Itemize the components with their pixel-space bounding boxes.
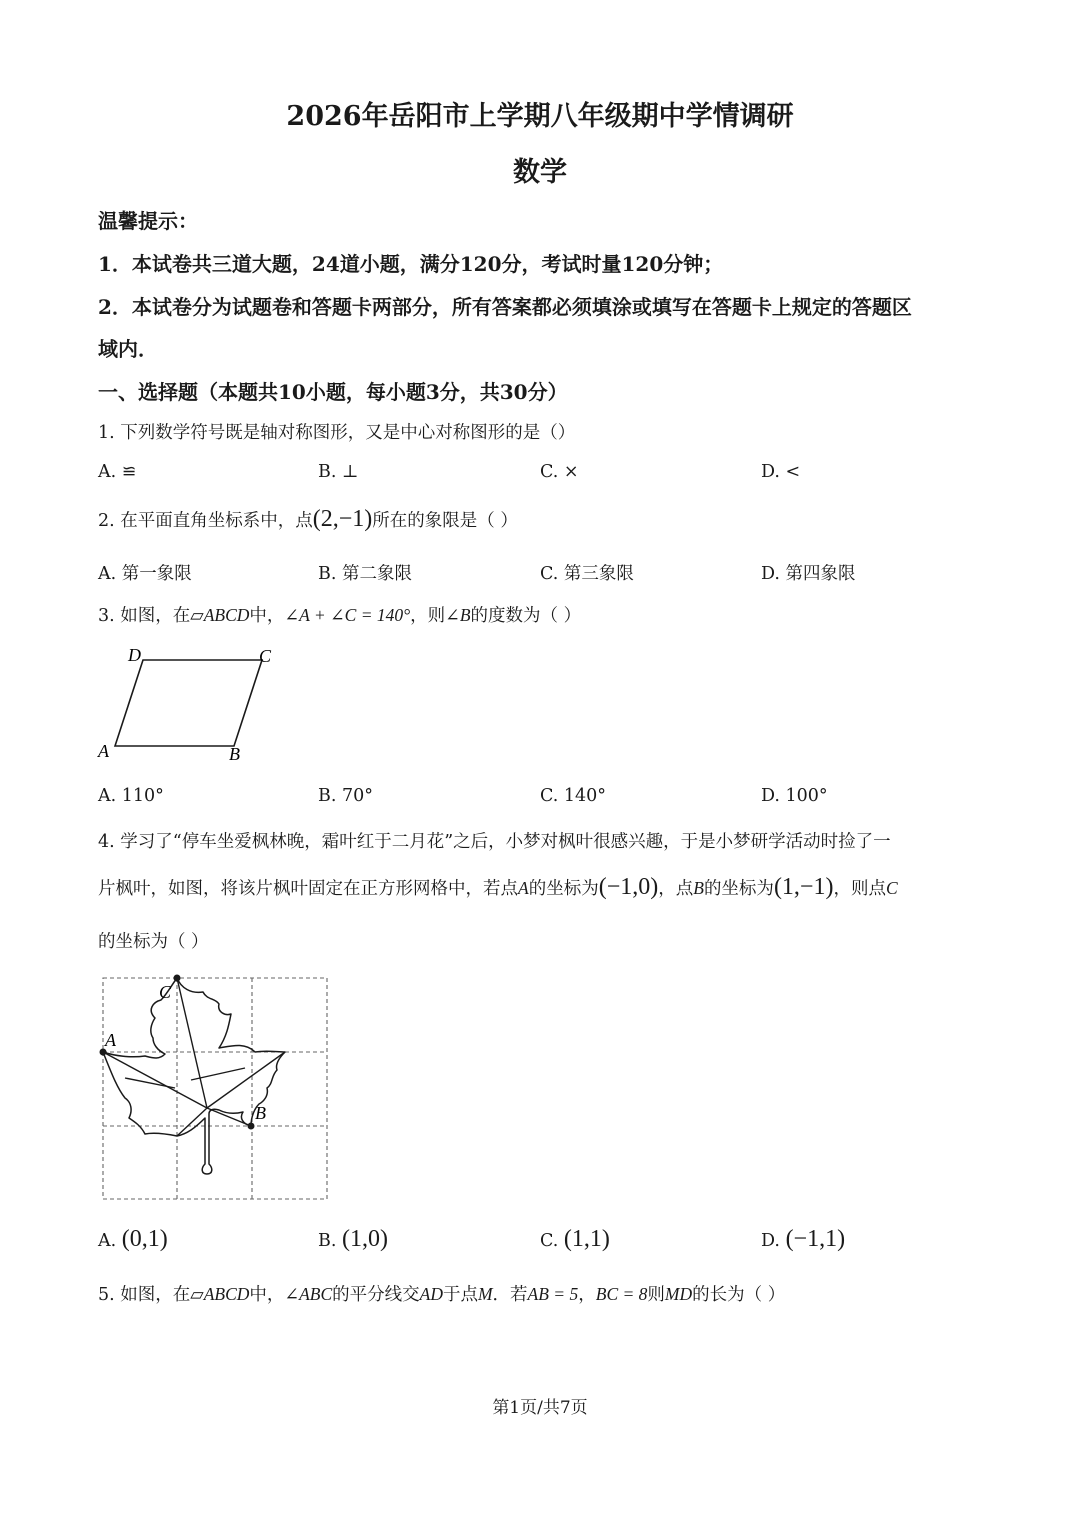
q4-point-b: B: [693, 878, 704, 898]
q3-option-d: D. 100°: [761, 786, 828, 806]
q4-line-3: 的坐标为（ ）: [98, 932, 209, 952]
q3-condition: ∠A + ∠C = 140°: [284, 605, 411, 625]
q3-parallelogram-shape: [115, 660, 262, 746]
q2-option-d: D. 第四象限: [761, 564, 856, 584]
q2-option-b: B. 第二象限: [318, 564, 412, 584]
q4-line-2: [98, 874, 898, 901]
q4-option-d: [761, 1226, 845, 1253]
q4-option-c: [540, 1226, 610, 1253]
q3-option-c: C. 140°: [540, 786, 607, 806]
section-1-heading: 一、选择题（本题共10小题，每小题3分，共30分）: [98, 380, 568, 404]
q3-label-c: C: [259, 646, 272, 666]
q5-segment-ad: AD: [419, 1284, 443, 1304]
q5-bc: BC = 8: [595, 1284, 648, 1304]
notice-line-2: 2．本试卷分为试题卷和答题卡两部分，所有答案都必须填涂或填写在答题卡上规定的答题区: [98, 295, 912, 319]
q5-parallelogram: ▱ABCD: [190, 1284, 250, 1304]
q4-point-b-dot: [248, 1123, 255, 1130]
q5-stem: [98, 1281, 785, 1306]
q3-parallelogram-figure: [95, 640, 285, 770]
q3-stem-mid: 中，: [249, 606, 285, 626]
q1-option-c: C. ×: [540, 462, 579, 482]
q5-comma: ，: [578, 1285, 596, 1305]
q4-point-c: C: [885, 878, 898, 898]
q5-point-m: M: [477, 1284, 493, 1304]
q4-option-c-value: (1,1): [563, 1226, 610, 1252]
q2-point: (2,−1): [312, 506, 373, 532]
q4-option-b-letter: B.: [318, 1231, 337, 1251]
q2-stem-pre: 2. 在平面直角坐标系中，点: [98, 511, 313, 531]
q3-option-a: A. 110°: [98, 786, 164, 806]
q5-ab: AB = 5: [527, 1284, 579, 1304]
q4-option-d-value: (−1,1): [785, 1226, 846, 1252]
page-footer: 第1页/共7页: [492, 1398, 588, 1418]
q5-angle-abc: ∠ABC: [284, 1284, 333, 1304]
q5-stem-mid2: 的平分线交: [332, 1285, 420, 1305]
q4-grid: [103, 978, 327, 1199]
q5-stem-mid: 中，: [249, 1285, 285, 1305]
q3-label-a: A: [98, 741, 109, 761]
q4-leaf-outline: [103, 978, 285, 1174]
q3-angle-b: ∠B: [445, 605, 471, 625]
q4-line2-mid4: ，则点: [833, 879, 886, 899]
q3-label-b: B: [229, 744, 240, 764]
q4-label-c: C: [159, 982, 172, 1002]
q4-option-b-value: (1,0): [342, 1226, 388, 1252]
q4-line2-mid2: ，点: [658, 879, 694, 899]
q4-option-c-letter: C.: [540, 1231, 559, 1251]
q2-option-a: A. 第一象限: [98, 564, 192, 584]
q2-stem: [98, 506, 518, 533]
q4-option-a: [98, 1226, 168, 1253]
q3-label-d: D: [128, 645, 141, 665]
q5-stem-mid3: 于点: [442, 1285, 478, 1305]
q5-stem-post: 的长为（ ）: [692, 1285, 786, 1305]
q3-stem-mid2: ，则: [410, 606, 446, 626]
q3-parallelogram: ▱ABCD: [190, 605, 250, 625]
q4-point-a: A: [518, 878, 529, 898]
q4-line2-mid: 的坐标为: [528, 879, 599, 899]
q5-stem-mid4: ．若: [492, 1285, 528, 1305]
subject-title: 数学: [513, 157, 567, 188]
q4-label-a: A: [105, 1030, 116, 1050]
q1-option-d: D. <: [761, 462, 801, 482]
q5-md: MD: [664, 1284, 693, 1304]
q4-point-c-dot: [174, 975, 181, 982]
q1-option-a: A. ≌: [98, 462, 137, 482]
q4-option-d-letter: D.: [761, 1231, 780, 1251]
notice-heading: 温馨提示：: [98, 209, 198, 233]
q3-stem-pre: 3. 如图，在: [98, 606, 191, 626]
notice-line-1: 1．本试卷共三道大题，24道小题，满分120分，考试时量120分钟；: [98, 252, 724, 276]
q5-stem-pre: 5. 如图，在: [98, 1285, 191, 1305]
q3-option-b: B. 70°: [318, 786, 374, 806]
q4-line2-pre: 片枫叶，如图，将该片枫叶固定在正方形网格中，若点: [98, 879, 518, 899]
exam-title: 2026年岳阳市上学期八年级期中学情调研: [286, 101, 794, 132]
q3-stem-post: 的度数为（ ）: [470, 606, 582, 626]
q4-maple-leaf-figure: [95, 968, 335, 1208]
q1-stem: 1. 下列数学符号既是轴对称图形，又是中心对称图形的是（）: [98, 423, 576, 443]
q4-line2-mid3: 的坐标为: [703, 879, 774, 899]
q3-stem: [98, 602, 581, 627]
q4-coord-b: (1,−1): [773, 874, 834, 900]
q1-option-b: B. ⊥: [318, 462, 359, 482]
q5-stem-mid5: 则: [647, 1285, 665, 1305]
notice-line-2-cont: 域内．: [98, 337, 158, 361]
q2-option-c: C. 第三象限: [540, 564, 634, 584]
q4-line-1: 4. 学习了“停车坐爱枫林晚，霜叶红于二月花”之后，小梦对枫叶很感兴趣，于是小梦研学活动时捡了一: [98, 832, 891, 852]
q2-stem-post: 所在的象限是（ ）: [372, 511, 518, 531]
q4-label-b: B: [255, 1103, 266, 1123]
q4-coord-a: (−1,0): [598, 874, 659, 900]
q4-option-a-value: (0,1): [121, 1226, 168, 1252]
q4-option-b: [318, 1226, 388, 1253]
q4-option-a-letter: A.: [98, 1231, 117, 1251]
